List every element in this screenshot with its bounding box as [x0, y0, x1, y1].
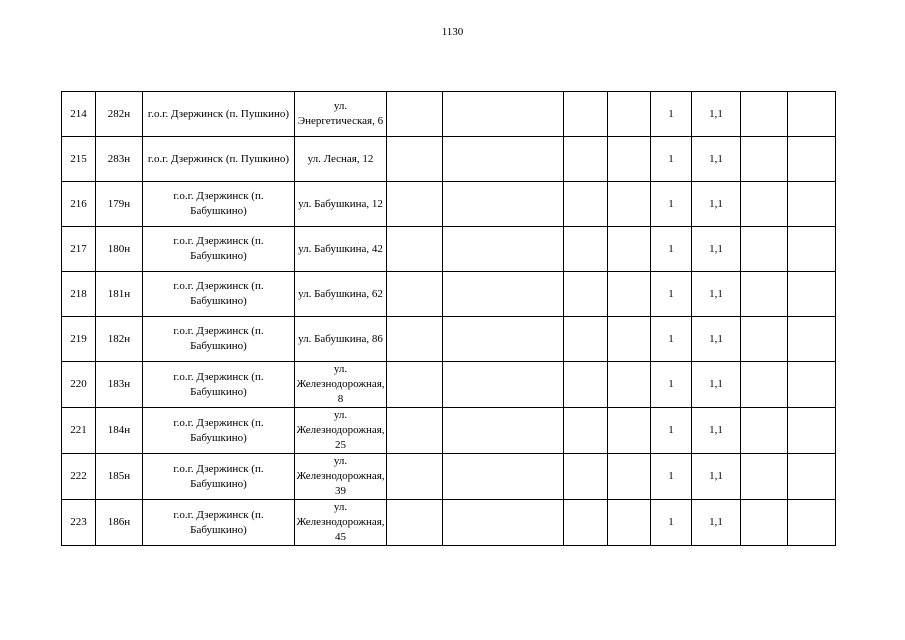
table-row: [62, 362, 836, 408]
empty-cell-6: [443, 317, 564, 362]
empty-cell-5: [387, 454, 443, 500]
address-cell: ул. Энергетическая, 6: [295, 92, 387, 137]
row-number-cell: 218: [62, 272, 96, 317]
code-cell: 182н: [96, 317, 143, 362]
code-cell: 181н: [96, 272, 143, 317]
row-number-cell: 215: [62, 137, 96, 182]
empty-cell-11: [741, 454, 788, 500]
empty-cell-5: [387, 92, 443, 137]
table-row: [62, 137, 836, 182]
empty-cell-8: [608, 227, 651, 272]
row-number-cell: 223: [62, 500, 96, 546]
empty-cell-12: [788, 137, 836, 182]
empty-cell-5: [387, 272, 443, 317]
empty-cell-11: [741, 227, 788, 272]
code-cell: 184н: [96, 408, 143, 454]
value-cell: 1,1: [692, 182, 741, 227]
table-row: [62, 408, 836, 454]
address-cell: ул. Бабушкина, 86: [295, 317, 387, 362]
empty-cell-8: [608, 317, 651, 362]
empty-cell-5: [387, 317, 443, 362]
value-cell: 1,1: [692, 317, 741, 362]
empty-cell-11: [741, 317, 788, 362]
empty-cell-12: [788, 362, 836, 408]
table-row: [62, 500, 836, 546]
empty-cell-8: [608, 92, 651, 137]
address-cell: ул. Железнодорожная, 25: [295, 408, 387, 454]
settlement-cell: г.о.г. Дзержинск (п. Бабушкино): [143, 362, 295, 408]
empty-cell-11: [741, 500, 788, 546]
settlement-cell: г.о.г. Дзержинск (п. Бабушкино): [143, 408, 295, 454]
empty-cell-8: [608, 137, 651, 182]
settlement-cell: г.о.г. Дзержинск (п. Бабушкино): [143, 272, 295, 317]
empty-cell-6: [443, 92, 564, 137]
empty-cell-12: [788, 182, 836, 227]
code-cell: 183н: [96, 362, 143, 408]
quantity-cell: 1: [651, 137, 692, 182]
empty-cell-8: [608, 408, 651, 454]
table-row: [62, 92, 836, 137]
code-cell: 185н: [96, 454, 143, 500]
value-cell: 1,1: [692, 137, 741, 182]
page-number: 1130: [441, 26, 464, 38]
empty-cell-12: [788, 227, 836, 272]
registry-table: [61, 91, 836, 546]
empty-cell-6: [443, 408, 564, 454]
empty-cell-5: [387, 227, 443, 272]
empty-cell-7: [564, 137, 608, 182]
row-number-cell: 220: [62, 362, 96, 408]
empty-cell-11: [741, 137, 788, 182]
code-cell: 180н: [96, 227, 143, 272]
empty-cell-7: [564, 454, 608, 500]
row-number-cell: 216: [62, 182, 96, 227]
quantity-cell: 1: [651, 227, 692, 272]
settlement-cell: г.о.г. Дзержинск (п. Бабушкино): [143, 317, 295, 362]
empty-cell-7: [564, 408, 608, 454]
empty-cell-6: [443, 272, 564, 317]
row-number-cell: 214: [62, 92, 96, 137]
address-cell: ул. Бабушкина, 42: [295, 227, 387, 272]
empty-cell-11: [741, 408, 788, 454]
empty-cell-6: [443, 227, 564, 272]
value-cell: 1,1: [692, 500, 741, 546]
table-row: [62, 182, 836, 227]
empty-cell-7: [564, 272, 608, 317]
value-cell: 1,1: [692, 227, 741, 272]
empty-cell-5: [387, 137, 443, 182]
quantity-cell: 1: [651, 362, 692, 408]
table-row: [62, 317, 836, 362]
empty-cell-12: [788, 408, 836, 454]
settlement-cell: г.о.г. Дзержинск (п. Пушкино): [143, 137, 295, 182]
empty-cell-5: [387, 362, 443, 408]
empty-cell-5: [387, 182, 443, 227]
empty-cell-12: [788, 454, 836, 500]
empty-cell-7: [564, 362, 608, 408]
settlement-cell: г.о.г. Дзержинск (п. Бабушкино): [143, 500, 295, 546]
quantity-cell: 1: [651, 182, 692, 227]
table-row: [62, 227, 836, 272]
empty-cell-7: [564, 227, 608, 272]
empty-cell-8: [608, 272, 651, 317]
row-number-cell: 221: [62, 408, 96, 454]
value-cell: 1,1: [692, 92, 741, 137]
empty-cell-11: [741, 92, 788, 137]
code-cell: 282н: [96, 92, 143, 137]
quantity-cell: 1: [651, 272, 692, 317]
settlement-cell: г.о.г. Дзержинск (п. Бабушкино): [143, 182, 295, 227]
quantity-cell: 1: [651, 500, 692, 546]
table-row: [62, 454, 836, 500]
quantity-cell: 1: [651, 408, 692, 454]
empty-cell-7: [564, 500, 608, 546]
empty-cell-11: [741, 362, 788, 408]
empty-cell-6: [443, 137, 564, 182]
value-cell: 1,1: [692, 454, 741, 500]
empty-cell-12: [788, 272, 836, 317]
empty-cell-7: [564, 317, 608, 362]
empty-cell-8: [608, 454, 651, 500]
address-cell: ул. Бабушкина, 12: [295, 182, 387, 227]
code-cell: 283н: [96, 137, 143, 182]
code-cell: 179н: [96, 182, 143, 227]
empty-cell-5: [387, 500, 443, 546]
code-cell: 186н: [96, 500, 143, 546]
settlement-cell: г.о.г. Дзержинск (п. Бабушкино): [143, 227, 295, 272]
row-number-cell: 222: [62, 454, 96, 500]
quantity-cell: 1: [651, 454, 692, 500]
empty-cell-11: [741, 272, 788, 317]
settlement-cell: г.о.г. Дзержинск (п. Бабушкино): [143, 454, 295, 500]
address-cell: ул. Железнодорожная, 8: [295, 362, 387, 408]
row-number-cell: 217: [62, 227, 96, 272]
empty-cell-6: [443, 362, 564, 408]
address-cell: ул. Бабушкина, 62: [295, 272, 387, 317]
quantity-cell: 1: [651, 317, 692, 362]
empty-cell-11: [741, 182, 788, 227]
address-cell: ул. Железнодорожная, 45: [295, 500, 387, 546]
empty-cell-7: [564, 92, 608, 137]
empty-cell-7: [564, 182, 608, 227]
empty-cell-8: [608, 182, 651, 227]
quantity-cell: 1: [651, 92, 692, 137]
empty-cell-5: [387, 408, 443, 454]
value-cell: 1,1: [692, 408, 741, 454]
empty-cell-8: [608, 362, 651, 408]
value-cell: 1,1: [692, 272, 741, 317]
address-cell: ул. Лесная, 12: [295, 137, 387, 182]
value-cell: 1,1: [692, 362, 741, 408]
empty-cell-6: [443, 182, 564, 227]
empty-cell-8: [608, 500, 651, 546]
table-body: [62, 92, 836, 546]
address-cell: ул. Железнодорожная, 39: [295, 454, 387, 500]
empty-cell-12: [788, 92, 836, 137]
table-row: [62, 272, 836, 317]
empty-cell-6: [443, 454, 564, 500]
empty-cell-6: [443, 500, 564, 546]
empty-cell-12: [788, 317, 836, 362]
settlement-cell: г.о.г. Дзержинск (п. Пушкино): [143, 92, 295, 137]
empty-cell-12: [788, 500, 836, 546]
row-number-cell: 219: [62, 317, 96, 362]
